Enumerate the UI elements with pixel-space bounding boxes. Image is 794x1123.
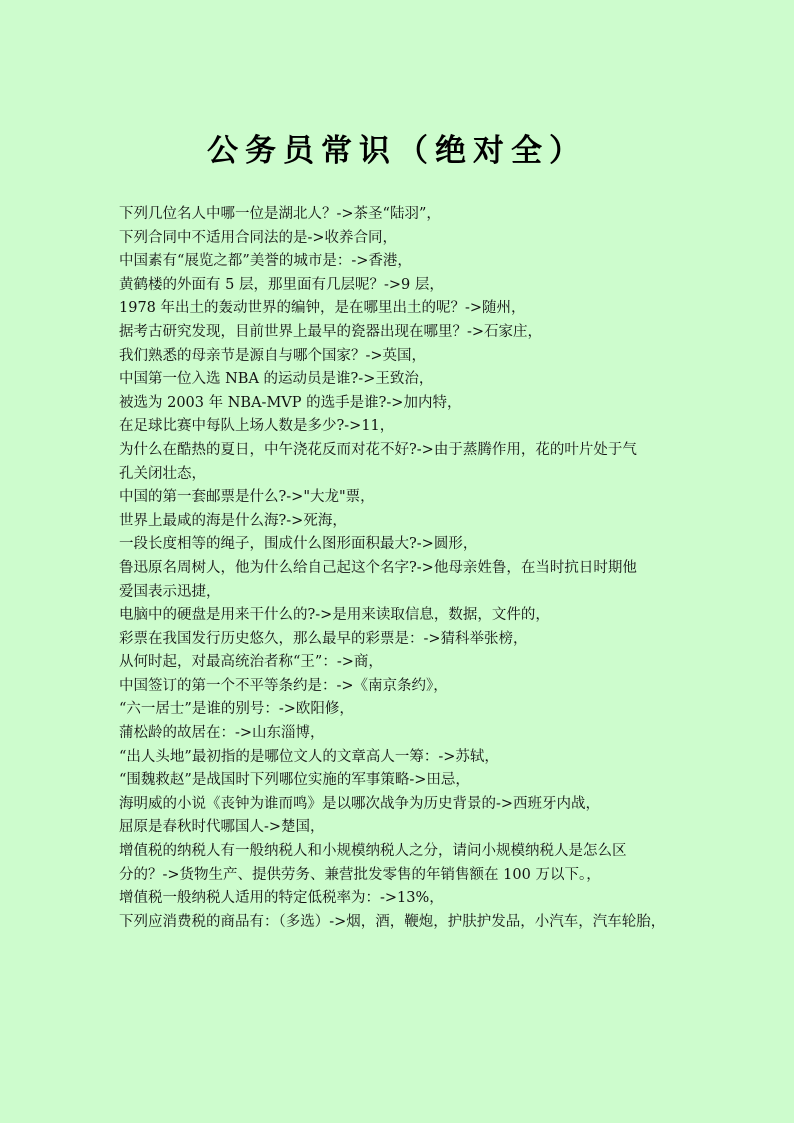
text-line: 1978 年出土的轰动世界的编钟，是在哪里出土的呢？->随州，: [119, 300, 526, 317]
text-line: 世界上最咸的海是什么海?->死海，: [119, 512, 347, 529]
text-line: 中国签订的第一个不平等条约是：->《南京条约》，: [119, 677, 448, 694]
text-line: 中国素有“展览之都”美誉的城市是：->香港，: [119, 253, 412, 270]
text-line: 电脑中的硬盘是用来干什么的?->是用来读取信息，数据，文件的，: [119, 607, 550, 624]
text-line: 中国第一位入选 NBA 的运动员是谁?->王致治，: [119, 371, 434, 388]
text-line: 据考古研究发现，目前世界上最早的瓷器出现在哪里？->石家庄，: [119, 323, 543, 340]
text-line: 下列几位名人中哪一位是湖北人？->茶圣“陆羽”，: [119, 206, 441, 222]
text-line: 中国的第一套邮票是什么?->"大龙"票，: [119, 489, 375, 506]
text-line: 下列应消费税的商品有：（多选）->烟，酒，鞭炮，护肤护发品，小汽车，汽车轮胎，: [119, 913, 666, 930]
text-line: 海明威的小说《丧钟为谁而鸣》是以哪次战争为历史背景的->西班牙内战，: [119, 795, 601, 812]
text-line: 增值税一般纳税人适用的特定低税率为：->13%，: [119, 890, 444, 907]
text-line: 从何时起，对最高统治者称“王”：->商，: [119, 654, 383, 671]
text-line: 被选为 2003 年 NBA-MVP 的选手是谁?->加内特，: [119, 394, 462, 411]
text-line: 屈原是春秋时代哪国人->楚国，: [119, 819, 325, 836]
text-line: “六一居士”是谁的别号：->欧阳修，: [119, 701, 354, 718]
document-body: [119, 203, 679, 934]
text-line: “围魏救赵”是战国时下列哪位实施的军事策略->田忌，: [119, 772, 470, 789]
text-line: 彩票在我国发行历史悠久，那么最早的彩票是：->猜科举张榜，: [119, 630, 528, 647]
text-line: 下列合同中不适用合同法的是->收养合同，: [119, 229, 398, 246]
text-line: 蒲松龄的故居在：->山东淄博，: [119, 725, 325, 742]
text-line: 在足球比赛中每队上场人数是多少?->11，: [119, 418, 395, 435]
text-line: 黄鹤楼的外面有 5 层，那里面有几层呢？->9 层，: [119, 276, 444, 293]
text-line: 为什么在酷热的夏日，中午浇花反而对花不好?->由于蒸腾作用，花的叶片处于气: [119, 441, 637, 458]
text-line: 爱国表示迅捷，: [119, 583, 221, 600]
text-line: 鲁迅原名周树人，他为什么给自己起这个名字?->他母亲姓鲁，在当时抗日时期他: [119, 559, 637, 576]
text-line: “出人头地”最初指的是哪位文人的文章高人一筹：->苏轼，: [119, 748, 499, 765]
text-line: 分的？->货物生产、提供劳务、兼营批发零售的年销售额在 100 万以下。，: [119, 866, 601, 883]
text-line: 孔关闭壮态，: [119, 465, 206, 482]
text-line: 增值税的纳税人有一般纳税人和小规模纳税人之分，请问小规模纳税人是怎么区: [119, 843, 627, 860]
text-line: 我们熟悉的母亲节是源自与哪个国家？->英国，: [119, 347, 427, 364]
document-title: 公务员常识（绝对全）: [207, 133, 587, 169]
text-line: 一段长度相等的绳子，围成什么图形面积最大?->圆形，: [119, 536, 478, 553]
